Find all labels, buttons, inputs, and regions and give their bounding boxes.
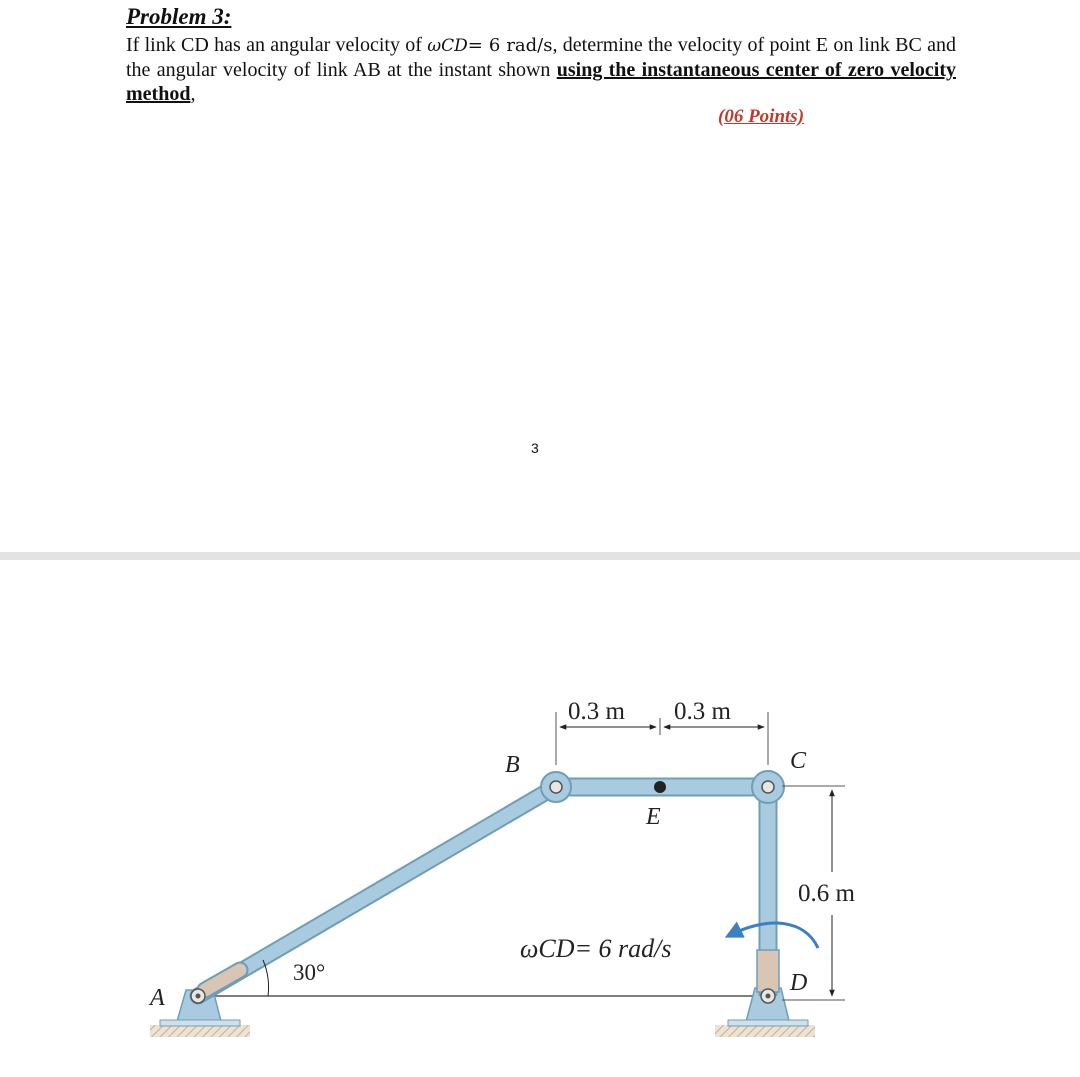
dim-label-ec: 0.3 m [674,698,731,725]
problem-text-end: , [190,83,196,105]
problem-text-part2: , determine the velocity of point E on link BC and the angular velocity of link AB at the instant shown [126,34,956,81]
omega-annotation: ωCD= 6 rad/s [520,934,672,963]
label-e: E [646,804,661,830]
problem-text-part1: If link CD has an angular velocity of [126,34,428,56]
link-ab [198,787,555,996]
label-d: D [790,970,808,996]
label-c: C [790,748,807,774]
omega-cd-value: = 6 rad/s [467,35,553,56]
method-emphasis: using the instantaneous center of zero velocity method [126,59,956,105]
pin-c [752,771,784,803]
pin-d [761,989,775,1003]
pin-a [191,989,205,1003]
dim-label-cd: 0.6 m [798,880,855,907]
angle-label: 30° [293,960,326,985]
link-cd-sleeve [757,950,779,992]
link-ab-sleeve [205,970,240,990]
ground-hatch-d [715,1025,815,1037]
points-label: (06 Points) [718,106,805,127]
omega-cd-symbol: ωCD [427,36,468,56]
problem-title: Problem 3: [126,4,232,29]
ground-hatch-a [150,1025,250,1037]
page-number: 3 [531,440,539,456]
link-cd [757,787,779,996]
pin-b [541,772,571,802]
label-a: A [150,985,165,1011]
dim-label-be: 0.3 m [568,698,625,725]
point-e-marker [654,781,666,793]
label-b: B [505,752,520,778]
